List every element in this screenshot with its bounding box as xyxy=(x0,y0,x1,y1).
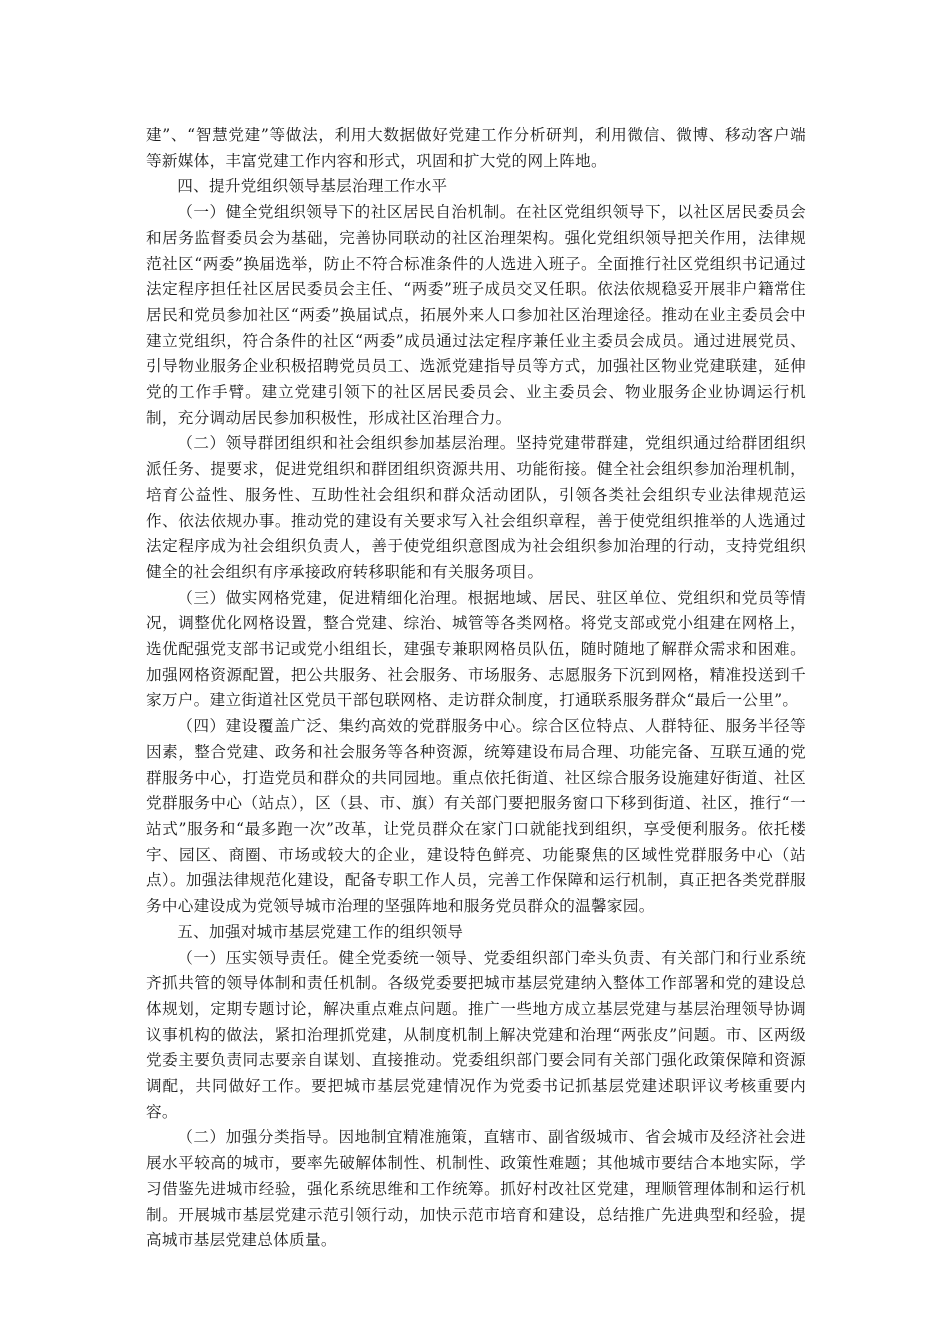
paragraph-continuation: 建”、“智慧党建”等做法，利用大数据做好党建工作分析研判，利用微信、微博、移动客户端等新媒体，丰富党建工作内容和形式，巩固和扩大党的网上阵地。 xyxy=(146,126,806,170)
paragraph-4-4: （四）建设覆盖广泛、集约高效的党群服务中心。综合区位特点、人群特征、服务半径等因素，整合党建、政务和社会服务等各种资源，统筹建设布局合理、功能完备、互联互通的党群服务中心，打造党员和群众的共同园地。重点依托街道、社区综合服务设施建好街道、社区党群服务中心（站点），区（县、市、旗）有关部门要把服务窗口下移到街道、社区，推行“一站式”服务和“最多跑一次”改革，让党员群众在家门口就能找到组织，享受便利服务。依托楼宇、园区、商圈、市场或较大的企业，建设特色鲜亮、功能聚焦的区域性党群服务中心（站点）。加强法律规范化建设，配备专职工作人员，完善工作保障和运行机制，真正把各类党群服务中心建设成为党领导城市治理的坚强阵地和服务党员群众的温馨家园。 xyxy=(146,717,806,916)
paragraph-4-3: （三）做实网格党建，促进精细化治理。根据地域、居民、驻区单位、党组织和党员等情况，调整优化网格设置，整合党建、综治、城管等各类网格。将党支部或党小组建在网格上，选优配强党支部书记或党小组组长，建强专兼职网格员队伍，随时随地了解群众需求和困难。加强网格资源配置，把公共服务、社会服务、市场服务、志愿服务下沉到网格，精准投送到千家万户。建立街道社区党员干部包联网格、走访群众制度，打通联系服务群众“最后一公里”。 xyxy=(146,588,806,710)
paragraph-4-1: （一）健全党组织领导下的社区居民自治机制。在社区党组织领导下，以社区居民委员会和居务监督委员会为基础，完善协同联动的社区治理架构。强化党组织领导把关作用，法律规范社区“两委”换届选举，防止不符合标准条件的人选进入班子。全面推行社区党组织书记通过法定程序担任社区居民委员会主任、“两委”班子成员交叉任职。依法依规稳妥开展非户籍常住居民和党员参加社区“两委”换届试点，拓展外来人口参加社区治理途径。推动在业主委员会中建立党组织，符合条件的社区“两委”成员通过法定程序兼任业主委员会成员。通过进展党员、引导物业服务企业积极招聘党员员工、选派党建指导员等方式，加强社区物业党建联建，延伸党的工作手臂。建立党建引领下的社区居民委员会、业主委员会、物业服务企业协调运行机制，充分调动居民参加积极性，形成社区治理合力。 xyxy=(146,203,806,427)
section-heading-4: 四、提升党组织领导基层治理工作水平 xyxy=(177,177,448,196)
section-heading-5: 五、加强对城市基层党建工作的组织领导 xyxy=(177,922,464,941)
paragraph-4-2: （二）领导群团组织和社会组织参加基层治理。坚持党建带群建，党组织通过给群团组织派任务、提要求，促进党组织和群团组织资源共用、功能衔接。健全社会组织参加治理机制，培育公益性、服务性、互助性社会组织和群众活动团队，引领各类社会组织专业法律规范运作、依法依规办事。推动党的建设有关要求写入社会组织章程，善于使党组织推举的人选通过法定程序成为社会组织负责人，善于使党组织意图成为社会组织参加治理的行动，支持党组织健全的社会组织有序承接政府转移职能和有关服务项目。 xyxy=(146,434,806,581)
paragraph-5-2: （二）加强分类指导。因地制宜精准施策，直辖市、副省级城市、省会城市及经济社会进展水平较高的城市，要率先破解体制性、机制性、政策性难题；其他城市要结合本地实际，学习借鉴先进城市经验，强化系统思维和工作统筹。抓好村改社区党建，理顺管理体制和运行机制。开展城市基层党建示范引领行动，加快示范市培育和建设，总结推广先进典型和经验，提高城市基层党建总体质量。 xyxy=(146,1128,806,1250)
document-body xyxy=(146,123,806,1254)
paragraph-5-1: （一）压实领导责任。健全党委统一领导、党委组织部门牵头负责、有关部门和行业系统齐抓共管的领导体制和责任机制。各级党委要把城市基层党建纳入整体工作部署和党的建设总体规划，定期专题讨论，解决重点难点问题。推广一些地方成立基层党建与基层治理领导协调议事机构的做法，紧扣治理抓党建，从制度机制上解决党建和治理“两张皮”问题。市、区两级党委主要负责同志要亲自谋划、直接推动。党委组织部门要会同有关部门强化政策保障和资源调配，共同做好工作。要把城市基层党建情况作为党委书记抓基层党建述职评议考核重要内容。 xyxy=(146,948,806,1121)
